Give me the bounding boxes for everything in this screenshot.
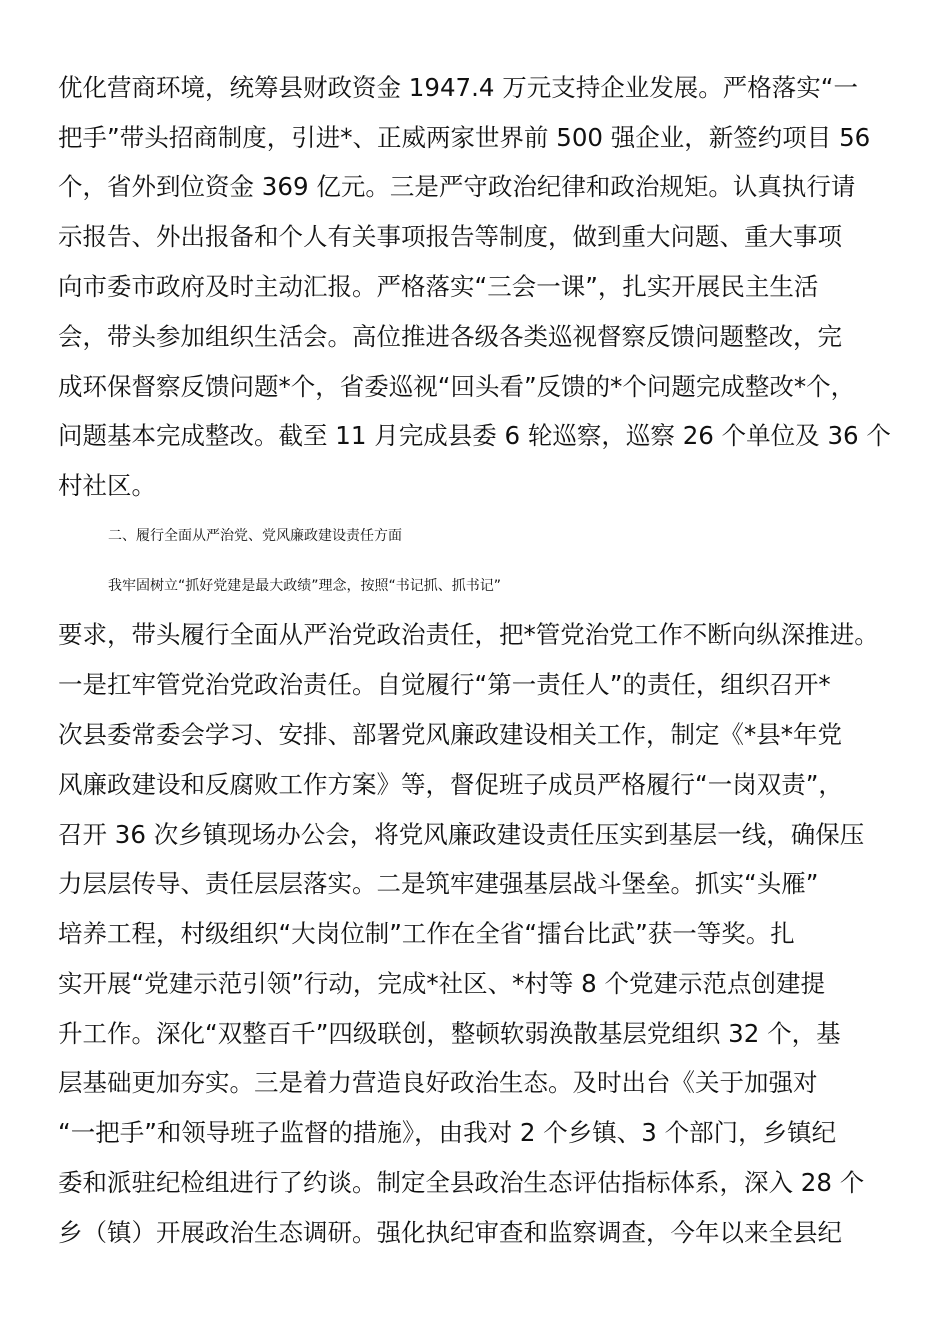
text-line: 力层层传导、责任层层落实。二是筑牢建强基层战斗堡垒。抓实“头雁” <box>58 869 819 898</box>
text-line: 召开 36 次乡镇现场办公会，将党风廉政建设责任压实到基层一线，确保压 <box>58 820 865 849</box>
text-line: 培养工程，村级组织“大岗位制”工作在全省“擂台比武”获一等奖。扎 <box>58 919 795 948</box>
text-line: 向市委市政府及时主动汇报。严格落实“三会一课”，扎实开展民主生活 <box>58 272 819 301</box>
text-line: 升工作。深化“双整百千”四级联创，整顿软弱涣散基层党组织 32 个，基 <box>58 1019 841 1048</box>
section-heading: 二、履行全面从严治党、党风廉政建设责任方面 <box>108 528 402 544</box>
text-line: 问题基本完成整改。截至 11 月完成县委 6 轮巡察，巡察 26 个单位及 36 个 <box>58 421 891 450</box>
text-line: 一是扛牢管党治党政治责任。自觉履行“第一责任人”的责任，组织召开* <box>58 670 831 699</box>
text-line: 层基础更加夯实。三是着力营造良好政治生态。及时出台《关于加强对 <box>58 1068 818 1097</box>
text-line: “一把手”和领导班子监督的措施》，由我对 2 个乡镇、3 个部门，乡镇纪 <box>58 1118 837 1147</box>
text-line: 会，带头参加组织生活会。高位推进各级各类巡视督察反馈问题整改，完 <box>58 322 842 351</box>
text-line: 把手”带头招商制度，引进*、正威两家世界前 500 强企业，新签约项目 56 <box>58 123 871 152</box>
text-line: 村社区。 <box>58 471 156 500</box>
text-line: 风廉政建设和反腐败工作方案》等，督促班子成员严格履行“一岗双责”， <box>58 770 843 799</box>
text-line: 委和派驻纪检组进行了约谈。制定全县政治生态评估指标体系，深入 28 个 <box>58 1168 865 1197</box>
text-line: 要求，带头履行全面从严治党政治责任，把*管党治党工作不断向纵深推进。 <box>58 620 879 649</box>
text-line: 个，省外到位资金 369 亿元。三是严守政治纪律和政治规矩。认真执行请 <box>58 172 856 201</box>
text-line: 成环保督察反馈问题*个，省委巡视“回头看”反馈的*个问题完成整改*个， <box>58 372 856 401</box>
text-line: 实开展“党建示范引领”行动，完成*社区、*村等 8 个党建示范点创建提 <box>58 969 826 998</box>
text-line: 优化营商环境，统筹县财政资金 1947.4 万元支持企业发展。严格落实“一 <box>58 73 858 102</box>
text-line: 次县委常委会学习、安排、部署党风廉政建设相关工作，制定《*县*年党 <box>58 720 842 749</box>
text-line: 乡（镇）开展政治生态调研。强化执纪审查和监察调查，今年以来全县纪 <box>58 1218 842 1247</box>
text-line: 示报告、外出报备和个人有关事项报告等制度，做到重大问题、重大事项 <box>58 222 842 251</box>
text-line: 我牢固树立“抓好党建是最大政绩”理念，按照“书记抓、抓书记” <box>108 578 502 594</box>
